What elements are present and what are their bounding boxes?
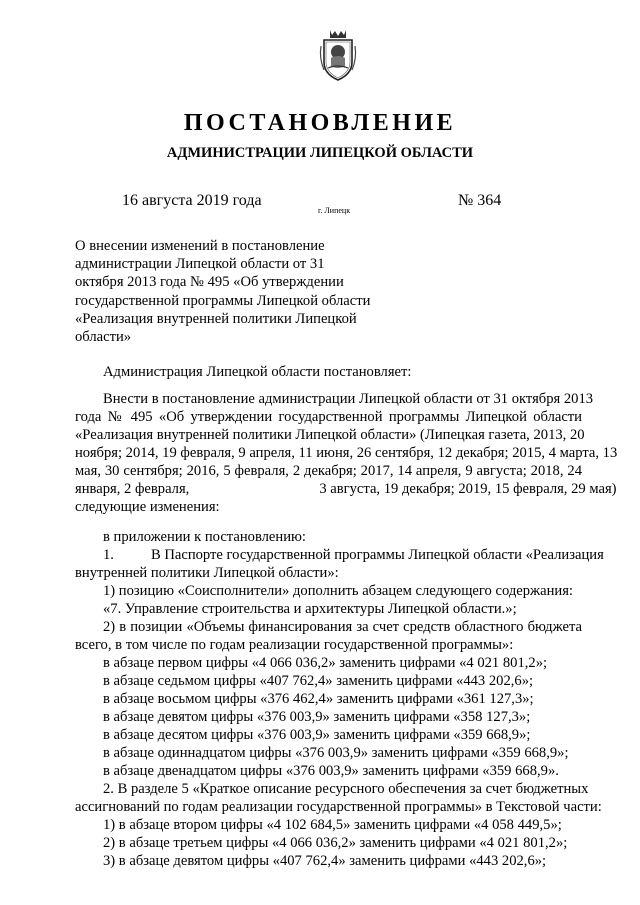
paragraph-change: в абзаце восьмом цифры «376 462,4» заменить цифрами «361 127,3»; (103, 691, 534, 707)
annex-line: в приложении к постановлению: (103, 529, 306, 545)
subitem-quote: «7. Управление строительства и архитектуры Липецкой области.»; (103, 601, 517, 617)
intro-line: Внести в постановление администрации Липецкой области от 31 октября 2013 (103, 391, 594, 407)
subject-line: «Реализация внутренней политики Липецкой (75, 310, 357, 327)
intro-line (75, 480, 617, 498)
intro-line-part: января, 2 февраля, (75, 481, 190, 497)
document-date: 16 августа 2019 года (122, 192, 262, 209)
item2-line: ассигнований по годам реализации государственной программы» в Текстовой части: (75, 799, 602, 815)
document-title: ПОСТАНОВЛЕНИЕ (183, 110, 457, 136)
item1-line: внутренней политики Липецкой области»: (75, 565, 339, 581)
subitem-line: 1) позицию «Соисполнители» дополнить абзацем следующего содержания: (103, 583, 573, 599)
document-place: г. Липецк (318, 206, 351, 215)
subitem-change: 2) в абзаце третьем цифры «4 066 036,2» заменить цифрами «4 021 801,2»; (103, 835, 568, 851)
subitem-line: 2) в позиции «Объемы финансирования за счет средств областного бюджета (103, 619, 582, 635)
subitem-change: 1) в абзаце втором цифры «4 102 684,5» заменить цифрами «4 058 449,5»; (103, 817, 562, 833)
document-subtitle: АДМИНИСТРАЦИИ ЛИПЕЦКОЙ ОБЛАСТИ (166, 145, 474, 161)
amendments-body (75, 528, 604, 870)
intro-line: следующие изменения: (75, 499, 220, 515)
subject-line: О внесении изменений в постановление (75, 238, 325, 254)
item1-number: 1. (103, 547, 114, 563)
item1-text: В Паспорте государственной программы Липецкой области «Реализация (150, 547, 604, 563)
item1-line (75, 546, 604, 564)
intro-line: «Реализация внутренней политики Липецкой области» (Липецкая газета, 2013, 20 (75, 427, 585, 443)
intro-line: мая, 30 сентября; 2016, 5 февраля, 2 декабря; 2017, 14 апреля, 9 августа; 2018, 24 (75, 463, 582, 479)
paragraph-change: в абзаце двенадцатом цифры «376 003,9» заменить цифрами «359 668,9». (103, 763, 559, 779)
subject-line: области» (75, 329, 132, 346)
intro-line-part: 3 августа, 19 декабря; 2019, 15 февраля, 29 мая) (319, 481, 617, 497)
subject-line: администрации Липецкой области от 31 (75, 256, 325, 273)
paragraph-change: в абзаце десятом цифры «376 003,9» заменить цифрами «359 668,9»; (103, 727, 531, 743)
subject-line: октября 2013 года № 495 «Об утверждении (75, 274, 344, 291)
item2-line: 2. В разделе 5 «Краткое описание ресурсного обеспечения за счет бюджетных (103, 781, 589, 797)
paragraph-change: в абзаце первом цифры «4 066 036,2» заменить цифрами «4 021 801,2»; (103, 655, 548, 671)
intro-line: года № 495 «Об утверждении государственной программы Липецкой области (75, 409, 582, 425)
paragraph-change: в абзаце седьмом цифры «407 762,4» заменить цифрами «443 202,6»; (103, 673, 534, 689)
subitem-line: всего, в том числе по годам реализации государственной программы»: (75, 637, 514, 653)
subitem-change: 3) в абзаце девятом цифры «407 762,4» заменить цифрами «443 202,6»; (103, 853, 547, 869)
document-number: № 364 (458, 192, 502, 209)
decree-statement: Администрация Липецкой области постановляет: (103, 364, 412, 380)
paragraph-change: в абзаце одиннадцатом цифры «376 003,9» заменить цифрами «359 668,9»; (103, 745, 569, 761)
intro-paragraph (75, 390, 618, 516)
intro-line: ноября; 2014, 19 февраля, 9 апреля, 11 июня, 26 сентября, 12 декабря; 2015, 4 марта, 13 (75, 445, 618, 461)
document-subject (75, 237, 395, 346)
subject-line: государственной программы Липецкой области (75, 292, 371, 309)
coat-of-arms-emblem (318, 26, 358, 82)
paragraph-change: в абзаце девятом цифры «376 003,9» заменить цифрами «358 127,3»; (103, 709, 531, 725)
